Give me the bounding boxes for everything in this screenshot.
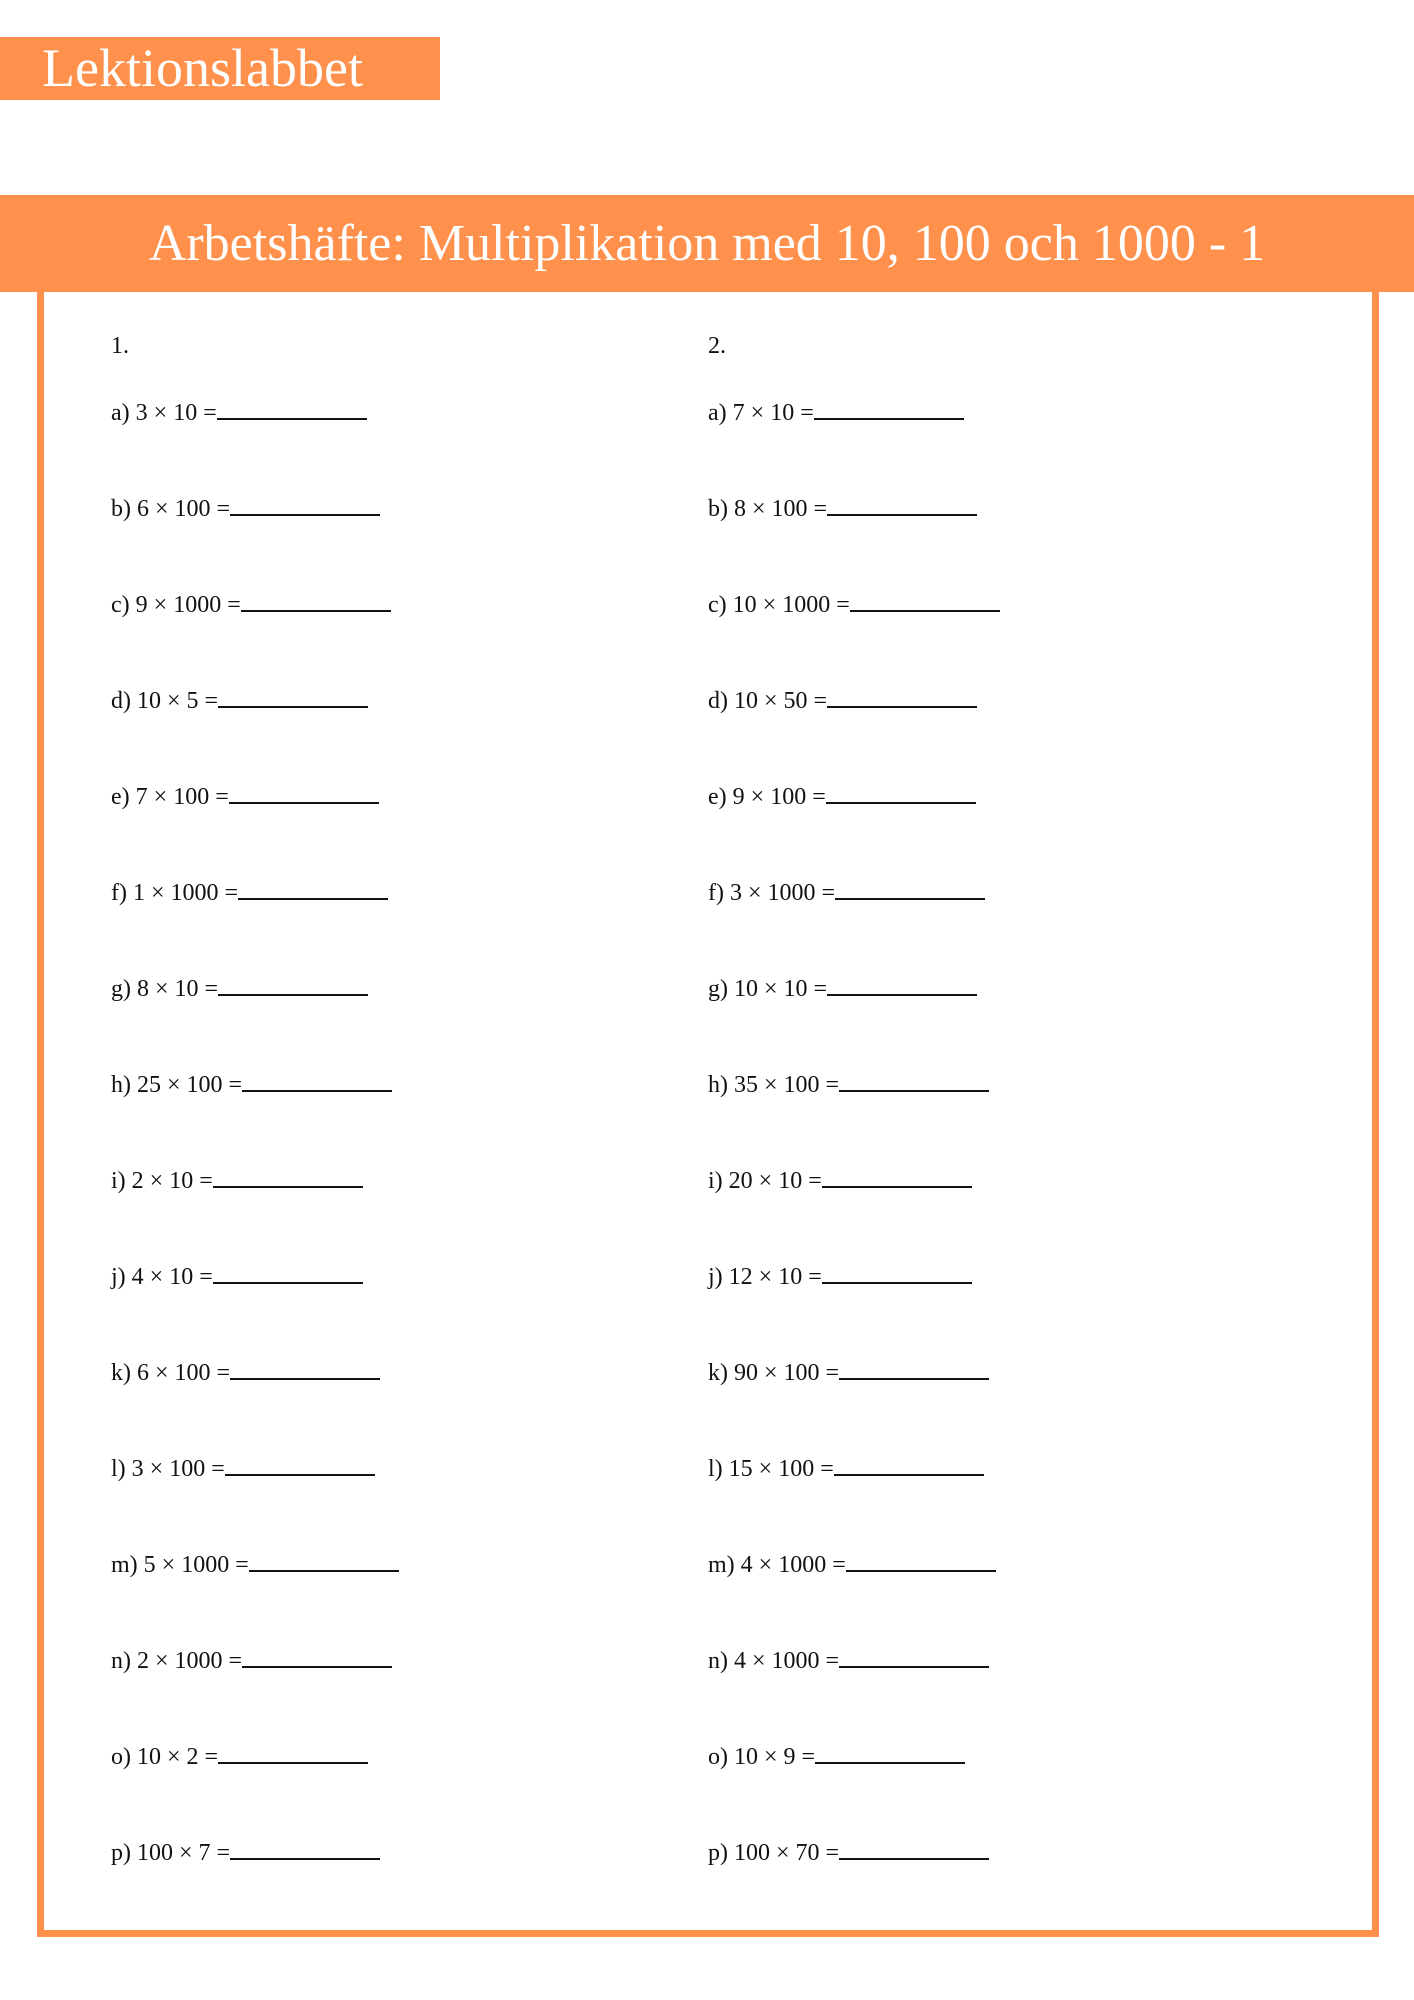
answer-blank[interactable]	[218, 680, 368, 708]
problem-label: g)	[708, 976, 728, 1002]
problem-item	[111, 872, 399, 968]
problem-item	[111, 968, 399, 1064]
problem-expression: 20 × 10 =	[728, 1168, 822, 1194]
worksheet-title: Arbetshäfte: Multiplikation med 10, 100 och 1000 - 1	[148, 215, 1266, 272]
problem-label: b)	[708, 496, 728, 522]
problem-item	[111, 776, 399, 872]
problem-item	[708, 1832, 1000, 1928]
worksheet-title-banner	[0, 195, 1414, 292]
problem-label: m)	[111, 1552, 138, 1578]
answer-blank[interactable]	[225, 1448, 375, 1476]
problem-label: j)	[111, 1264, 126, 1290]
problem-expression: 3 × 10 =	[135, 400, 217, 426]
answer-blank[interactable]	[249, 1544, 399, 1572]
problem-list	[708, 392, 1000, 1928]
problem-expression: 10 × 2 =	[137, 1744, 219, 1770]
problem-item	[708, 1064, 1000, 1160]
problem-expression: 4 × 1000 =	[734, 1648, 840, 1674]
problem-label: a)	[111, 400, 130, 426]
answer-blank[interactable]	[827, 968, 977, 996]
problem-label: e)	[708, 784, 727, 810]
problem-label: i)	[111, 1168, 126, 1194]
answer-blank[interactable]	[834, 1448, 984, 1476]
problem-label: m)	[708, 1552, 735, 1578]
problem-item	[708, 968, 1000, 1064]
problem-label: i)	[708, 1168, 723, 1194]
problem-label: p)	[111, 1840, 131, 1866]
answer-blank[interactable]	[230, 1352, 380, 1380]
answer-blank[interactable]	[230, 1832, 380, 1860]
problem-item	[111, 1160, 399, 1256]
problem-expression: 10 × 9 =	[734, 1744, 816, 1770]
answer-blank[interactable]	[217, 392, 367, 420]
problem-item	[708, 1544, 1000, 1640]
answer-blank[interactable]	[839, 1640, 989, 1668]
answer-blank[interactable]	[835, 872, 985, 900]
problem-label: p)	[708, 1840, 728, 1866]
problem-expression: 12 × 10 =	[728, 1264, 822, 1290]
problem-list	[111, 392, 399, 1928]
exercise-column-1	[111, 328, 249, 1866]
problem-label: j)	[708, 1264, 723, 1290]
problem-item	[111, 1064, 399, 1160]
problem-label: k)	[111, 1360, 131, 1386]
problem-item	[111, 1832, 399, 1928]
answer-blank[interactable]	[242, 1064, 392, 1092]
problem-label: g)	[111, 976, 131, 1002]
problem-expression: 100 × 7 =	[137, 1840, 231, 1866]
problem-expression: 7 × 10 =	[732, 400, 814, 426]
problem-expression: 8 × 100 =	[734, 496, 828, 522]
problem-item	[708, 1256, 1000, 1352]
problem-expression: 3 × 1000 =	[729, 880, 836, 906]
brand-logo	[0, 37, 440, 100]
problem-item	[111, 488, 399, 584]
problem-expression: 6 × 100 =	[137, 1360, 231, 1386]
problem-label: k)	[708, 1360, 728, 1386]
problem-label: e)	[111, 784, 130, 810]
answer-blank[interactable]	[827, 488, 977, 516]
problem-label: f)	[111, 880, 127, 906]
problem-expression: 10 × 10 =	[734, 976, 828, 1002]
problem-label: d)	[708, 688, 728, 714]
problem-expression: 90 × 100 =	[734, 1360, 840, 1386]
problem-item	[708, 1448, 1000, 1544]
answer-blank[interactable]	[213, 1256, 363, 1284]
exercise-number: 1.	[111, 333, 129, 359]
problem-expression: 1 × 1000 =	[132, 880, 239, 906]
answer-blank[interactable]	[815, 1736, 965, 1764]
answer-blank[interactable]	[822, 1256, 972, 1284]
problem-item	[708, 392, 1000, 488]
problem-expression: 6 × 100 =	[137, 496, 231, 522]
problem-expression: 7 × 100 =	[135, 784, 229, 810]
answer-blank[interactable]	[827, 680, 977, 708]
problem-item	[111, 1544, 399, 1640]
problem-expression: 4 × 1000 =	[740, 1552, 846, 1578]
problem-expression: 15 × 100 =	[728, 1456, 834, 1482]
problem-item	[111, 584, 399, 680]
answer-blank[interactable]	[238, 872, 388, 900]
answer-blank[interactable]	[814, 392, 964, 420]
problem-expression: 9 × 100 =	[732, 784, 826, 810]
problem-label: b)	[111, 496, 131, 522]
problem-item	[708, 680, 1000, 776]
answer-blank[interactable]	[826, 776, 976, 804]
exercise-column-2	[708, 328, 850, 1866]
problem-expression: 2 × 1000 =	[137, 1648, 243, 1674]
answer-blank[interactable]	[229, 776, 379, 804]
problem-item	[708, 488, 1000, 584]
problem-label: h)	[111, 1072, 131, 1098]
problem-item	[111, 392, 399, 488]
answer-blank[interactable]	[850, 584, 1000, 612]
problem-expression: 25 × 100 =	[137, 1072, 243, 1098]
problem-item	[708, 1640, 1000, 1736]
problem-item	[111, 1640, 399, 1736]
answer-blank[interactable]	[839, 1352, 989, 1380]
problem-label: l)	[708, 1456, 723, 1482]
problem-item	[111, 1256, 399, 1352]
answer-blank[interactable]	[839, 1832, 989, 1860]
answer-blank[interactable]	[230, 488, 380, 516]
problem-item	[708, 1736, 1000, 1832]
problem-expression: 8 × 10 =	[137, 976, 219, 1002]
problem-label: l)	[111, 1456, 126, 1482]
problem-label: c)	[111, 592, 130, 618]
problem-label: o)	[111, 1744, 131, 1770]
problem-label: n)	[708, 1648, 728, 1674]
problem-item	[111, 680, 399, 776]
exercise-number: 2.	[708, 333, 726, 359]
problem-expression: 9 × 1000 =	[135, 592, 241, 618]
problem-expression: 3 × 100 =	[131, 1456, 225, 1482]
problem-item	[111, 1736, 399, 1832]
problem-expression: 10 × 1000 =	[732, 592, 850, 618]
problem-item	[708, 872, 1000, 968]
answer-blank[interactable]	[846, 1544, 996, 1572]
problem-label: a)	[708, 400, 727, 426]
problem-expression: 4 × 10 =	[131, 1264, 213, 1290]
answer-blank[interactable]	[213, 1160, 363, 1188]
problem-label: f)	[708, 880, 724, 906]
problem-label: d)	[111, 688, 131, 714]
problem-item	[708, 1352, 1000, 1448]
problem-item	[111, 1448, 399, 1544]
problem-label: c)	[708, 592, 727, 618]
problem-expression: 10 × 50 =	[734, 688, 828, 714]
problem-expression: 2 × 10 =	[131, 1168, 213, 1194]
problem-label: n)	[111, 1648, 131, 1674]
problem-label: o)	[708, 1744, 728, 1770]
answer-blank[interactable]	[822, 1160, 972, 1188]
answer-blank[interactable]	[241, 584, 391, 612]
problem-label: h)	[708, 1072, 728, 1098]
answer-blank[interactable]	[242, 1640, 392, 1668]
answer-blank[interactable]	[218, 968, 368, 996]
problem-item	[708, 776, 1000, 872]
answer-blank[interactable]	[218, 1736, 368, 1764]
problem-item	[708, 1160, 1000, 1256]
answer-blank[interactable]	[839, 1064, 989, 1092]
problem-expression: 100 × 70 =	[734, 1840, 840, 1866]
problem-expression: 35 × 100 =	[734, 1072, 840, 1098]
problem-item	[708, 584, 1000, 680]
problem-item	[111, 1352, 399, 1448]
problem-expression: 10 × 5 =	[137, 688, 219, 714]
brand-name: Lektionslabbet	[42, 38, 363, 98]
problem-expression: 5 × 1000 =	[143, 1552, 249, 1578]
